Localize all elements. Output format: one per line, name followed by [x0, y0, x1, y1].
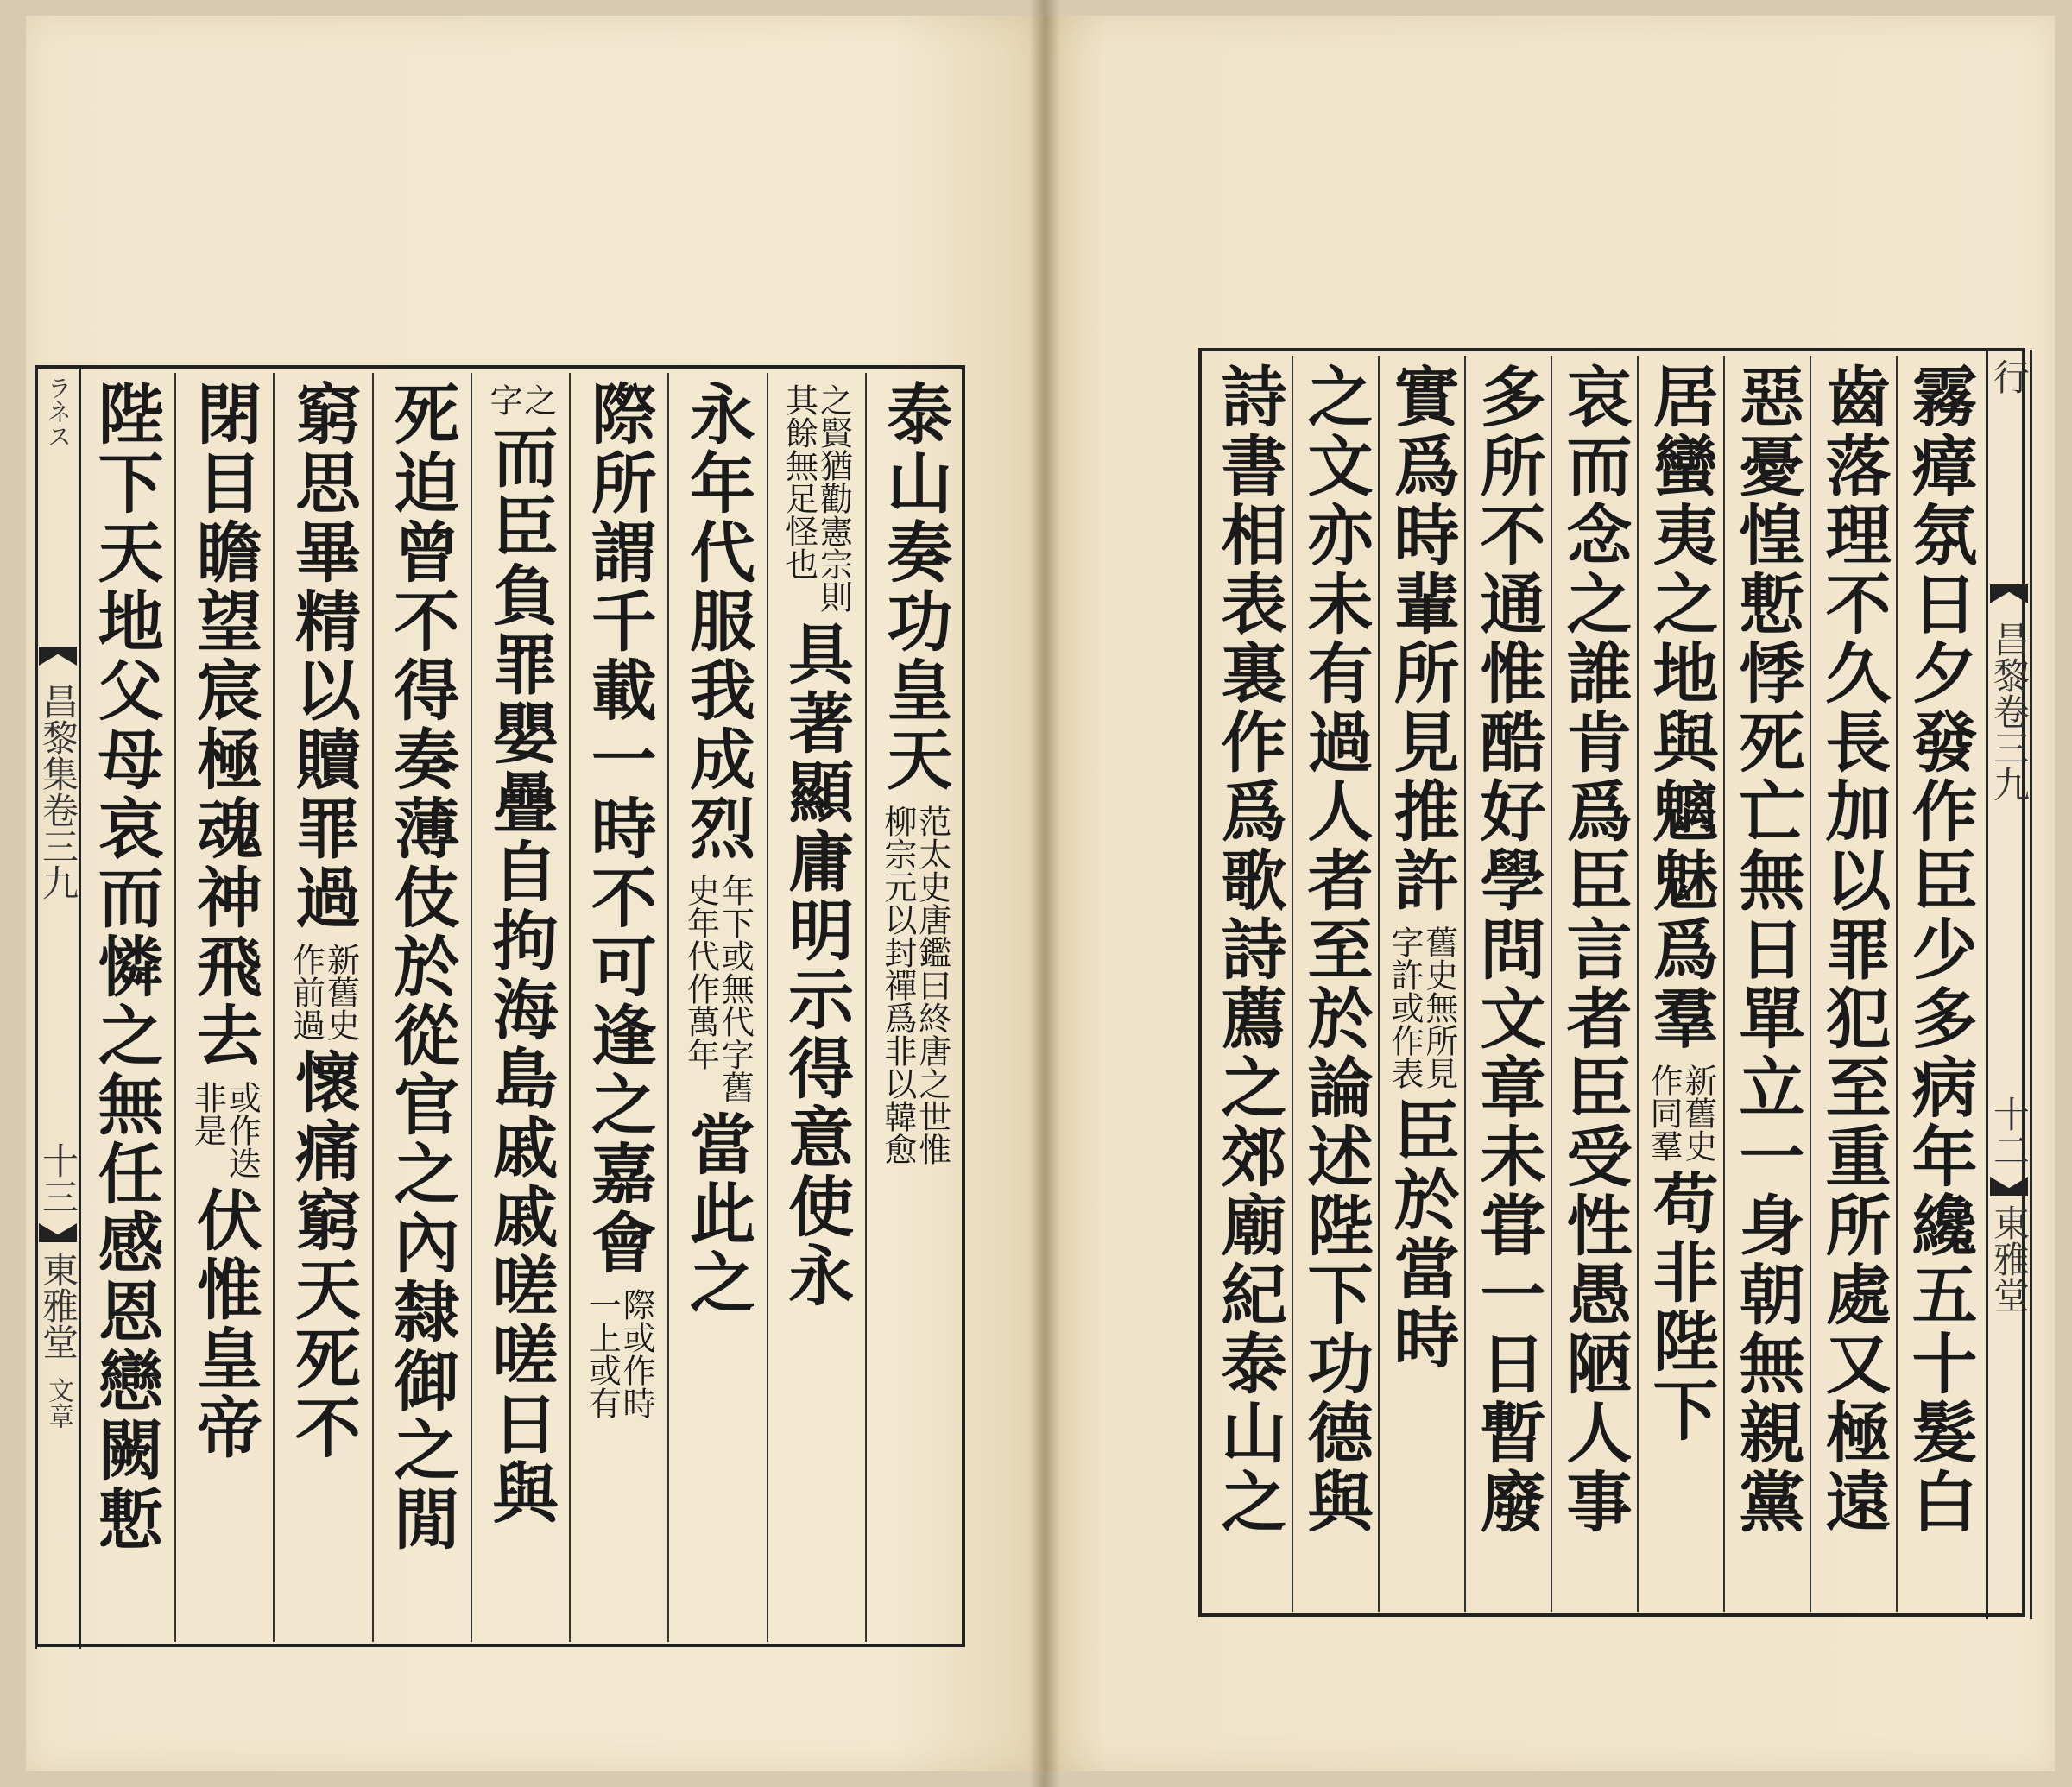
main-text: 而臣負罪嬰疊自拘海島戚戚嗟嗟日與: [481, 423, 559, 1528]
text-column: [767, 373, 865, 1642]
text-column: [1723, 356, 1810, 1612]
right-margin-top-mark: 行: [1988, 358, 2031, 395]
fishtail-mark-icon: [39, 1223, 77, 1242]
column-rule: [865, 373, 867, 1642]
main-text: 際所謂千載一時不可逢之嘉會: [580, 380, 658, 1278]
column-rule: [667, 373, 669, 1642]
commentary-line: 史年代作萬年: [681, 874, 720, 1070]
main-text: 永年代服我成烈: [679, 380, 756, 863]
commentary-line: 柳宗元以封禪爲非以韓愈: [878, 805, 917, 1165]
book-gutter: [1029, 0, 1060, 1787]
text-column: [569, 373, 667, 1642]
main-text: 窮思畢精以贖罪過: [284, 380, 362, 932]
text-column: [1205, 356, 1292, 1612]
right-page-margin-strip: [1986, 350, 2032, 1619]
commentary-line: 或作迭: [223, 1081, 262, 1179]
main-text: 詩書相表裏作爲歌詩薦之郊廟紀泰山之: [1210, 363, 1287, 1537]
main-text: 哀而念之誰肯爲臣言者臣受性愚陋人事: [1556, 363, 1633, 1537]
left-margin-top-mark: ラネス: [44, 376, 73, 448]
column-rule: [569, 373, 571, 1642]
commentary-line: 其餘無足怪也: [780, 383, 818, 580]
main-text: 臣於當時: [1383, 1096, 1460, 1373]
commentary-note: [880, 794, 949, 1165]
main-text: 實爲時輩所見推許: [1383, 363, 1460, 915]
text-column: [1378, 356, 1464, 1612]
commentary-line: 范太史唐鑑曰終唐之世惟: [913, 805, 951, 1165]
commentary-line: 字許或作表: [1386, 925, 1424, 1089]
text-column: [174, 373, 273, 1642]
column-rule: [273, 373, 275, 1642]
main-text: 陛下天地父母哀而憐之無任感恩戀闕慙: [87, 380, 165, 1554]
commentary-line: 之賢猶勸憲宗則: [814, 383, 853, 613]
text-column: [1637, 356, 1723, 1612]
commentary-line: 舊史無所見: [1419, 925, 1458, 1089]
fishtail-mark-icon: [1990, 1177, 2028, 1196]
column-rule: [1292, 356, 1293, 1612]
commentary-note: [1646, 1053, 1715, 1162]
main-text: 之文亦未有過人者至於論述陛下功德與: [1297, 363, 1374, 1537]
fishtail-mark-icon: [39, 647, 77, 666]
column-rule: [767, 373, 768, 1642]
commentary-note: [287, 932, 360, 1041]
text-column: [865, 373, 963, 1642]
main-text: 當此之: [679, 1110, 756, 1317]
main-text: 苟非陛下: [1642, 1169, 1719, 1445]
main-text: 泰山奏功皇天: [875, 380, 953, 794]
column-rule: [1637, 356, 1639, 1612]
text-column: [1810, 356, 1896, 1612]
column-rule: [1723, 356, 1725, 1612]
column-rule: [372, 373, 374, 1642]
left-margin-folio: 十三: [37, 1142, 79, 1215]
fishtail-mark-icon: [1990, 584, 2028, 603]
commentary-line: 新舊史: [1678, 1064, 1717, 1162]
main-text: 居蠻夷之地與魑魅爲羣: [1642, 363, 1719, 1053]
column-rule: [1464, 356, 1466, 1612]
main-text: 伏惟皇帝: [186, 1186, 263, 1462]
column-rule: [174, 373, 176, 1642]
main-text: 懷痛窮天死不: [284, 1048, 362, 1462]
main-text: 惡憂惶慙悸死亡無日單立一身朝無親黨: [1728, 363, 1805, 1537]
commentary-note: [583, 1278, 656, 1419]
main-text: 霧瘴氛日夕發作臣少多病年纔五十髮白: [1901, 363, 1978, 1537]
text-column: [1292, 356, 1378, 1612]
left-margin-publisher: 東雅堂: [37, 1251, 79, 1360]
commentary-line: 作同羣: [1645, 1064, 1683, 1162]
text-column: [76, 373, 174, 1642]
text-column: [471, 373, 569, 1642]
commentary-line: 之: [518, 383, 557, 416]
left-margin-title: 昌黎集卷三九: [37, 683, 79, 900]
commentary-note: [1387, 915, 1456, 1089]
commentary-line: 非是: [188, 1081, 227, 1146]
main-text: 死迫曾不得奏薄伎於從官之內隸御之閒: [382, 380, 460, 1554]
main-text: 具著顯庸明示得意使永: [777, 620, 855, 1310]
text-column: [1464, 356, 1551, 1612]
main-text: 齒落理不久長加以罪犯至重所處又極遠: [1815, 363, 1892, 1537]
left-margin-bottom-mark: 文章: [43, 1377, 73, 1429]
left-page-margin-strip: [35, 367, 81, 1649]
commentary-line: 年下或無代字舊: [716, 874, 755, 1103]
column-rule: [1896, 356, 1898, 1612]
commentary-line: 新舊史: [321, 943, 360, 1041]
commentary-note: [780, 373, 853, 613]
commentary-note: [483, 373, 557, 416]
commentary-note: [681, 863, 755, 1103]
right-margin-publisher: 東雅堂: [1988, 1204, 2031, 1313]
column-rule: [471, 373, 472, 1642]
text-column: [372, 373, 471, 1642]
text-column: [1896, 356, 1982, 1612]
text-column: [273, 373, 371, 1642]
right-margin-folio: 十二: [1988, 1096, 2031, 1168]
text-column: [1551, 356, 1637, 1612]
commentary-line: 際或作時: [617, 1288, 656, 1419]
column-rule: [1551, 356, 1552, 1612]
column-rule: [1810, 356, 1811, 1612]
commentary-line: 一上或有: [583, 1288, 622, 1419]
main-text: 閉目瞻望宸極魂神飛去: [186, 380, 263, 1070]
commentary-line: 字: [483, 383, 522, 416]
commentary-note: [188, 1070, 262, 1179]
right-margin-title: 昌黎卷三九: [1988, 621, 2031, 802]
commentary-line: 作前過: [287, 943, 325, 1041]
column-rule: [1378, 356, 1380, 1612]
text-column: [667, 373, 766, 1642]
main-text: 多所不通惟酷好學問文章未甞一日暫廢: [1469, 363, 1546, 1537]
